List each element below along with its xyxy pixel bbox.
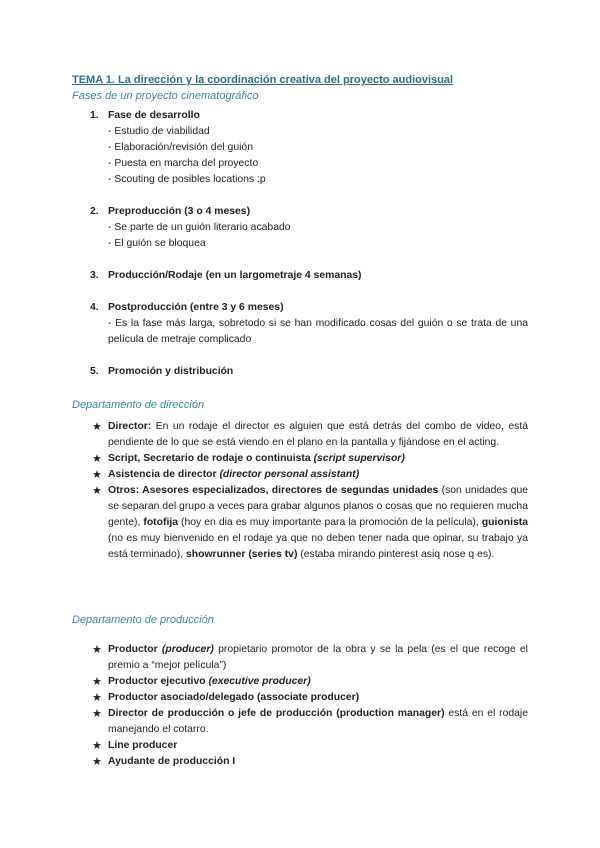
text-run: (script supervisor) (313, 453, 405, 464)
phase-subitem: - Puesta en marcha del proyecto (108, 158, 259, 169)
phase-item (72, 108, 528, 188)
phase-subitem: - Scouting de posibles locations :p (108, 174, 266, 185)
bullet-item (72, 483, 531, 563)
text-run: fotofija (143, 517, 179, 528)
text-run: está en el rodaje manejando el cotarro. (108, 708, 531, 735)
phase-subitem: - El guión se bloquea (108, 238, 206, 249)
star-bullet-icon: ★ (92, 453, 102, 465)
phase-item (72, 268, 528, 284)
phase-title: Preproducción (3 o 4 meses) (108, 206, 251, 217)
fases-list (72, 108, 528, 380)
text-run: Productor asociado/delegado (associate producer) (108, 692, 360, 703)
phase-number: 2. (90, 206, 99, 217)
phase-title: Producción/Rodaje (en un largometraje 4 semanas) (108, 270, 362, 281)
text-run: propietario promotor de la obra y se la pela (es el que recoge el premio a “mejor película”) (108, 644, 531, 671)
text-run: Asistencia de director (108, 469, 220, 480)
text-run: (executive producer) (208, 676, 311, 687)
phase-subitem: - Se parte de un guión literario acabado (108, 222, 291, 233)
section-fases-heading: Fases de un proyecto cinematográfico (72, 90, 259, 102)
star-bullet-icon: ★ (92, 421, 102, 433)
text-run: Line producer (108, 740, 178, 751)
text-run: (hoy en dia es muy importante para la promoción de la película), (178, 517, 482, 528)
bullet-item (72, 451, 528, 467)
doc-title: TEMA 1. La dirección y la coordinación creativa del proyecto audiovisual (72, 74, 454, 86)
bullet-item (72, 738, 528, 754)
phase-item (72, 300, 528, 348)
text-run: En un rodaje el director es alguien que está detrás del combo de video, está pendiente de lo que se está viendo en el plano en la pantalla y fijándose en el acting. (108, 421, 531, 448)
text-run: Otros: Asesores especializados, directores de segundas unidades (108, 485, 439, 496)
phase-number: 1. (90, 110, 99, 121)
bullet-item (72, 642, 531, 674)
produccion-list (72, 642, 531, 770)
phase-item (72, 364, 528, 380)
phase-title: Fase de desarrollo (108, 110, 200, 121)
text-run: (director personal assistant) (219, 469, 360, 480)
text-run: Director: (108, 421, 152, 432)
section-produccion-heading: Departamento de producción (72, 614, 214, 626)
star-bullet-icon: ★ (92, 708, 102, 720)
text-run: Director de producción o jefe de producción (production manager) (108, 708, 445, 719)
text-run: Script, Secretario de rodaje o continuista (108, 453, 314, 464)
bullet-item (72, 674, 528, 690)
section-direccion-heading: Departamento de dirección (72, 399, 205, 411)
phase-subitem: - Estudio de viabilidad (108, 126, 210, 137)
text-run: (estaba mirando pinterest asiq nose q es). (297, 549, 495, 560)
text-run: (son unidades que se separan del grupo a veces para grabar algunos planos o cosas que no requieren mucha gente), (108, 485, 531, 528)
bullet-item (72, 754, 528, 770)
phase-number: 5. (90, 366, 99, 377)
star-bullet-icon: ★ (92, 740, 102, 752)
star-bullet-icon: ★ (92, 756, 102, 768)
text-run: Ayudante de producción I (108, 756, 236, 767)
star-bullet-icon: ★ (92, 692, 102, 704)
text-run: showrunner (series tv) (185, 549, 298, 560)
phase-item (72, 204, 528, 252)
text-run: guionista (481, 517, 528, 528)
text-run: Productor ejecutivo (108, 676, 209, 687)
phase-subitem: - Elaboración/revisión del guión (108, 142, 253, 153)
bullet-item (72, 419, 531, 451)
star-bullet-icon: ★ (92, 676, 102, 688)
star-bullet-icon: ★ (92, 485, 102, 497)
star-bullet-icon: ★ (92, 469, 102, 481)
text-run: (producer) (161, 644, 214, 655)
phase-subitem: - Es la fase más larga, sobretodo si se han modificado cosas del guión o se trata de una película de metraje complicado (108, 318, 528, 345)
direccion-list (72, 419, 531, 563)
star-bullet-icon: ★ (92, 644, 102, 656)
phase-title: Promoción y distribución (108, 366, 234, 377)
text-run: (no es muy bienvenido en el rodaje ya que no deben tener nada que opinar, su trabajo ya está terminado), (108, 517, 531, 560)
bullet-item (72, 467, 528, 483)
phase-title: Postproducción (entre 3 y 6 meses) (108, 302, 284, 313)
bullet-item (72, 706, 531, 738)
phase-number: 3. (90, 270, 99, 281)
bullet-item (72, 690, 528, 706)
phase-number: 4. (90, 302, 99, 313)
text-run: Productor (108, 644, 162, 655)
